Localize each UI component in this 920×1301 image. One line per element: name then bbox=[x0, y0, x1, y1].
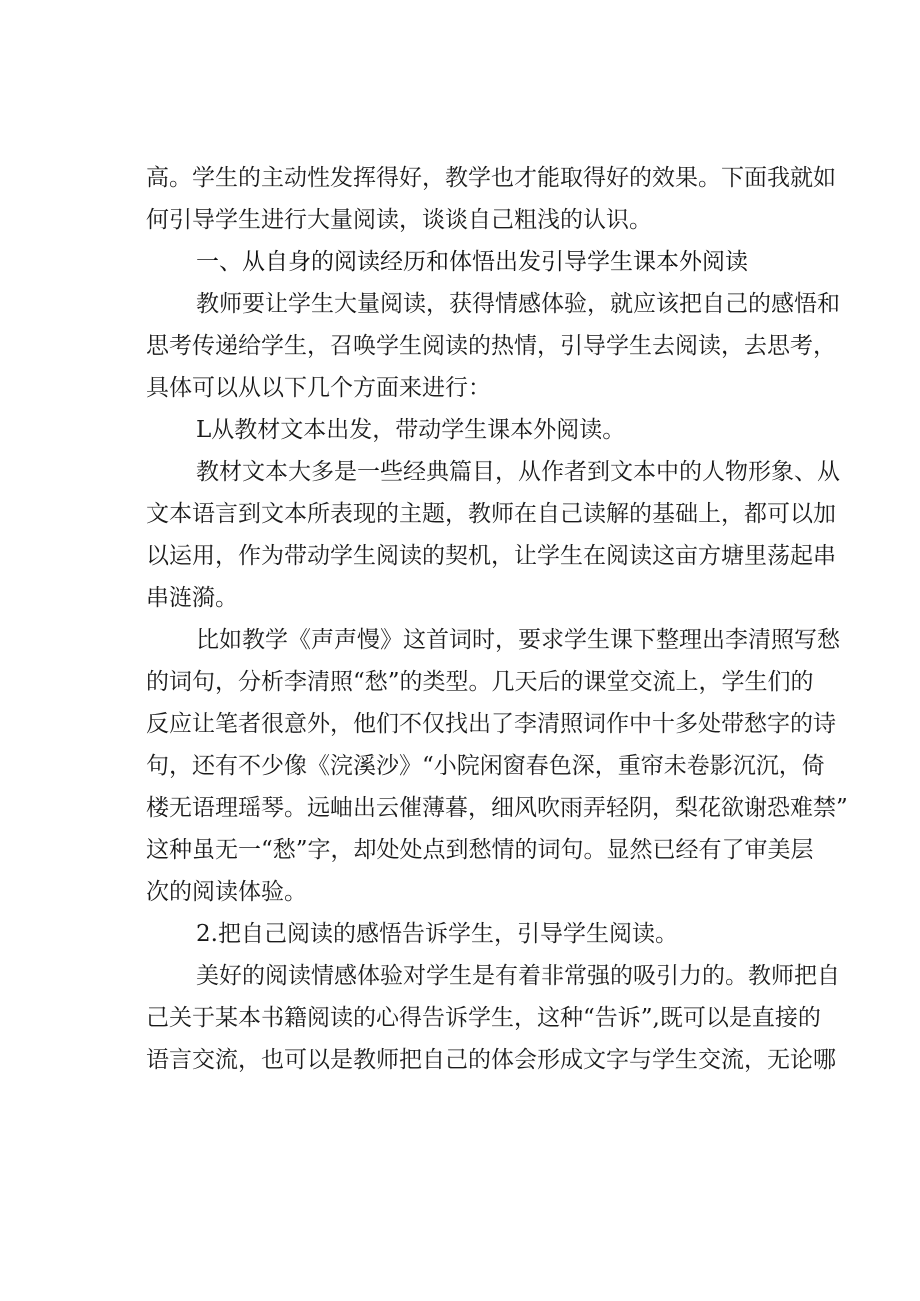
paragraph bbox=[146, 283, 840, 409]
text-line: 楼无语理瑶琴。远岫出云催薄暮，细风吹雨弄轻阴，梨花欲谢恐难禁” bbox=[146, 795, 848, 821]
text-line: 语言交流，也可以是教师把自己的体会形成文字与学生交流，无论哪 bbox=[146, 1047, 836, 1073]
text-line: 文本语言到文本所表现的主题，教师在自己读解的基础上，都可以加 bbox=[146, 501, 836, 527]
text-line: 何引导学生进行大量阅读，谈谈自己粗浅的认识。 bbox=[146, 207, 652, 233]
text-line: 次的阅读体验。 bbox=[146, 879, 307, 905]
text-line: 教材文本大多是一些经典篇目，从作者到文本中的人物形象、从 bbox=[196, 459, 840, 485]
paragraph bbox=[146, 619, 848, 913]
section-heading bbox=[146, 241, 806, 283]
text-line: 句，还有不少像《浣溪沙》“小院闲窗春色深，重帘未卷影沉沉，倚 bbox=[146, 753, 825, 779]
text-line: 教师要让学生大量阅读，获得情感体验，就应该把自己的感悟和 bbox=[196, 291, 840, 317]
heading-line: 一、从自身的阅读经历和体悟出发引导学生课本外阅读 bbox=[196, 249, 748, 275]
text-line: 以运用，作为带动学生阅读的契机，让学生在阅读这亩方塘里荡起串 bbox=[146, 543, 836, 569]
text-line: 己关于某本书籍阅读的心得告诉学生，这种“告诉”,既可以是直接的 bbox=[146, 1005, 821, 1031]
paragraph bbox=[146, 913, 806, 955]
paragraph bbox=[146, 955, 840, 1081]
text-line: 串涟漪。 bbox=[146, 585, 238, 611]
text-line: L从教材文本出发，带动学生课本外阅读。 bbox=[196, 417, 626, 443]
text-line: 思考传递给学生，召唤学生阅读的热情，引导学生去阅读，去思考， bbox=[146, 333, 836, 359]
text-line: 高。学生的主动性发挥得好，教学也才能取得好的效果。下面我就如 bbox=[146, 165, 836, 191]
text-line: 这种虽无一“愁”字，却处处点到愁情的词句。显然已经有了审美层 bbox=[146, 837, 814, 863]
text-line: 反应让笔者很意外，他们不仅找出了李清照词作中十多处带愁字的诗 bbox=[146, 711, 836, 737]
paragraph bbox=[146, 409, 806, 451]
paragraph bbox=[146, 157, 836, 241]
text-line: 比如教学《声声慢》这首词时，要求学生课下整理出李清照写愁 bbox=[196, 627, 840, 653]
text-line: 具体可以从以下几个方面来进行： bbox=[146, 375, 491, 401]
text-line: 的词句，分析李清照“愁”的类型。几天后的课堂交流上，学生们的 bbox=[146, 669, 814, 695]
paragraph bbox=[146, 451, 840, 619]
text-line: 2.把自己阅读的感悟告诉学生，引导学生阅读。 bbox=[196, 921, 678, 947]
text-line: 美好的阅读情感体验对学生是有着非常强的吸引力的。教师把自 bbox=[196, 963, 840, 989]
document-body bbox=[146, 157, 848, 1081]
